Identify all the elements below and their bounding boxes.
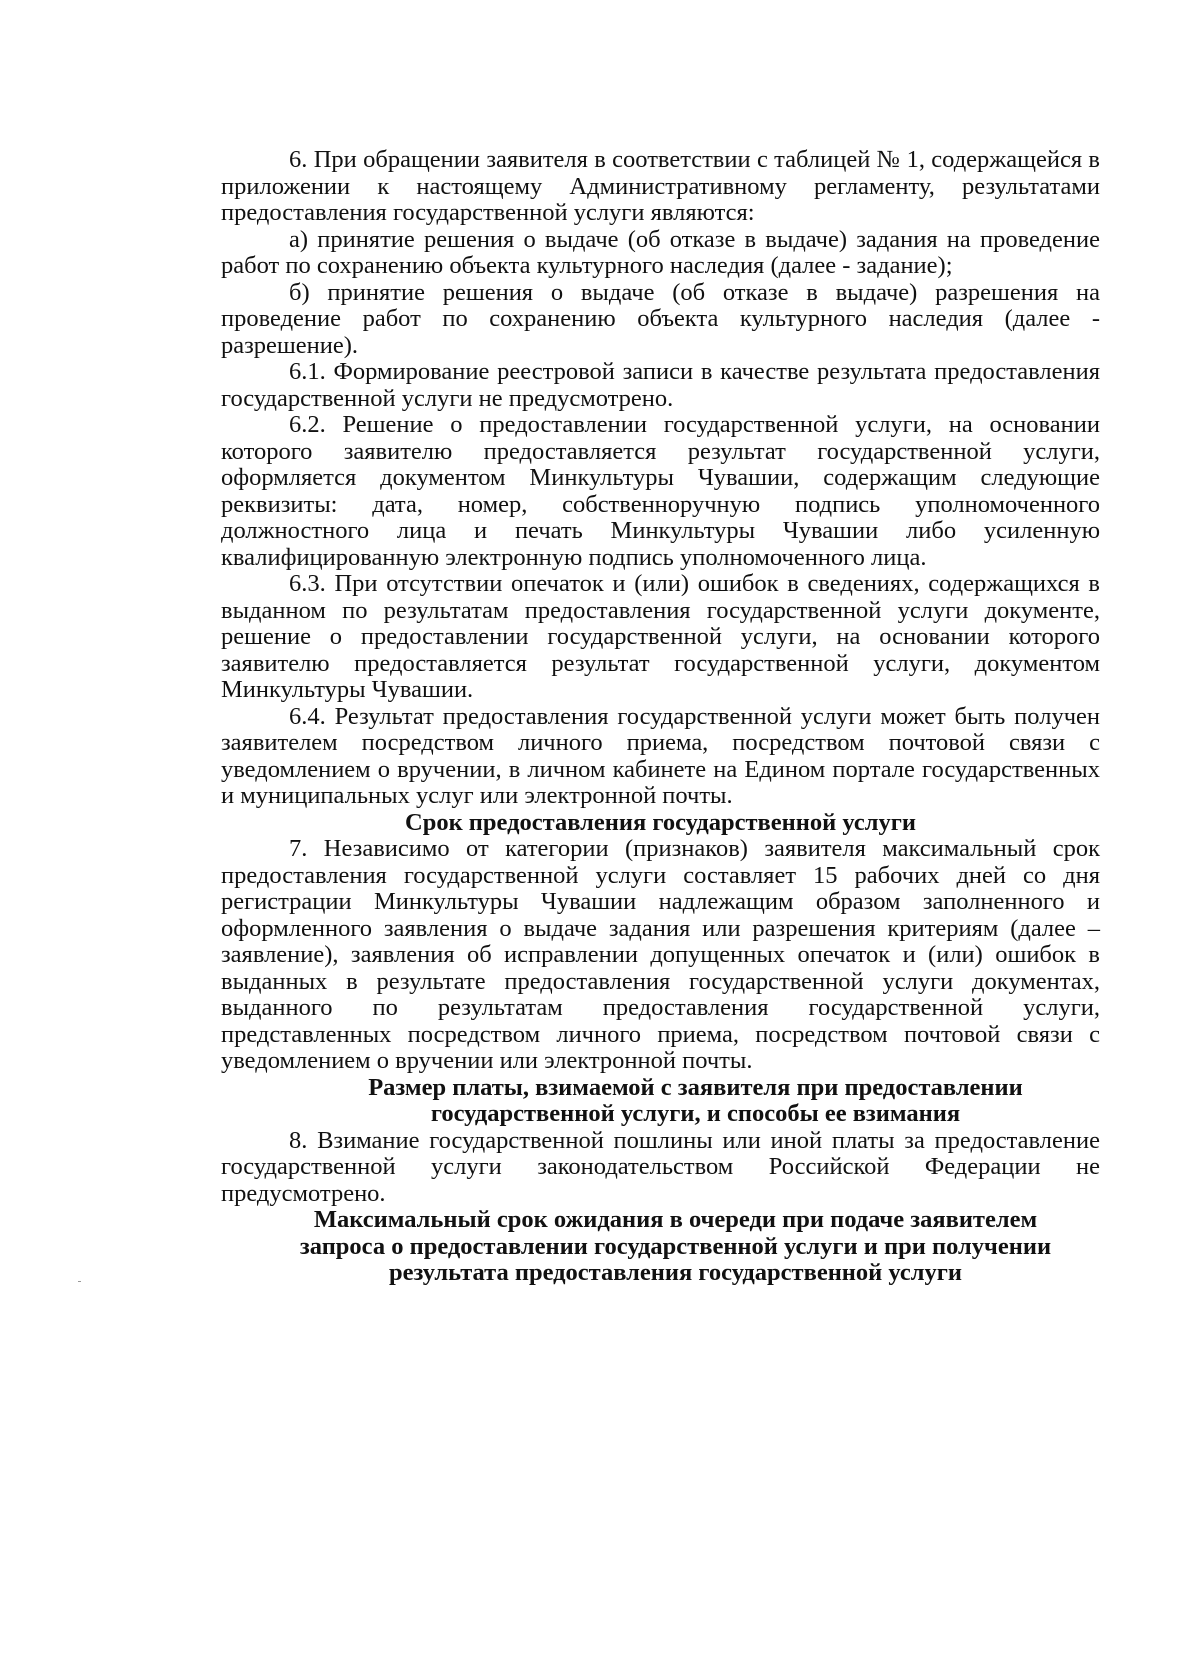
paragraph-7: 7. Независимо от категории (признаков) заявителя максимальный срок предоставления государственной услуги составляет 15 рабочих дней со дня регистрации Минкультуры Чувашии надлежащим образом заполненного и оформленного заявления о выдаче задания или разрешения критериям (далее – заявление), заявления об исправлении допущенных опечаток и (или) ошибок в выданных в результате предоставления государственной услуги документах, выданного по результатам предоставления государственной услуги, представленных посредством личного приема, посредством почтовой связи с уведомлением о вручении или электронной почты.: [221, 835, 1100, 1074]
paragraph-6-2: 6.2. Решение о предоставлении государственной услуги, на основании которого заявителю предоставляется результат государственной услуги, оформляется документом Минкультуры Чувашии, содержащим следующие реквизиты: дата, номер, собственноручную подпись уполномоченного должностного лица и печать Минкультуры Чувашии либо усиленную квалифицированную электронную подпись уполномоченного лица.: [221, 411, 1100, 571]
paragraph-6-4: 6.4. Результат предоставления государственной услуги может быть получен заявителем посредством личного приема, посредством почтовой связи с уведомлением о вручении, в личном кабинете на Едином портале государственных и муниципальных услуг или электронной почты.: [221, 702, 1100, 809]
heading-max-wait-line-2: запроса о предоставлении государственной услуги и при получении: [299, 1232, 1052, 1260]
heading-fee: [221, 1075, 1100, 1128]
paragraph-6b: б) принятие решения о выдаче (об отказе в выдаче) разрешения на проведение работ по сохранению объекта культурного наследия (далее - разрешение).: [221, 278, 1100, 359]
heading-fee-line-1: Размер платы, взимаемой с заявителя при предоставлении: [368, 1073, 1023, 1101]
paragraph-6a: а) принятие решения о выдаче (об отказе в выдаче) задания на проведение работ по сохранению объекта культурного наследия (далее - задание);: [221, 225, 1100, 279]
heading-service-term: Срок предоставления государственной услуги: [405, 808, 916, 836]
paragraph-6: 6. При обращении заявителя в соответствии с таблицей № 1, содержащейся в приложении к настоящему Административному регламенту, результатами предоставления государственной услуги являются:: [221, 146, 1100, 226]
heading-max-wait: [221, 1207, 1100, 1287]
paragraph-8: 8. Взимание государственной пошлины или иной платы за предоставление государственной услуги законодательством Российской Федерации не предусмотрено.: [221, 1126, 1100, 1207]
heading-max-wait-line-3: результата предоставления государственной услуги: [388, 1259, 963, 1286]
scan-speck: [78, 1281, 81, 1282]
document-page: [221, 147, 1100, 1287]
heading-max-wait-line-1: Максимальный срок ожидания в очереди при подаче заявителем: [313, 1206, 1038, 1233]
paragraph-6-1: 6.1. Формирование реестровой записи в качестве результата предоставления государственной услуги не предусмотрено.: [221, 358, 1100, 412]
heading-fee-line-2: государственной услуги, и способы ее взимания: [430, 1100, 961, 1127]
paragraph-6-3: 6.3. При отсутствии опечаток и (или) ошибок в сведениях, содержащихся в выданном по результатам предоставления государственной услуги документе, решение о предоставлении государственной услуги, на основании которого заявителю предоставляется результат государственной услуги, документом Минкультуры Чувашии.: [221, 570, 1100, 703]
